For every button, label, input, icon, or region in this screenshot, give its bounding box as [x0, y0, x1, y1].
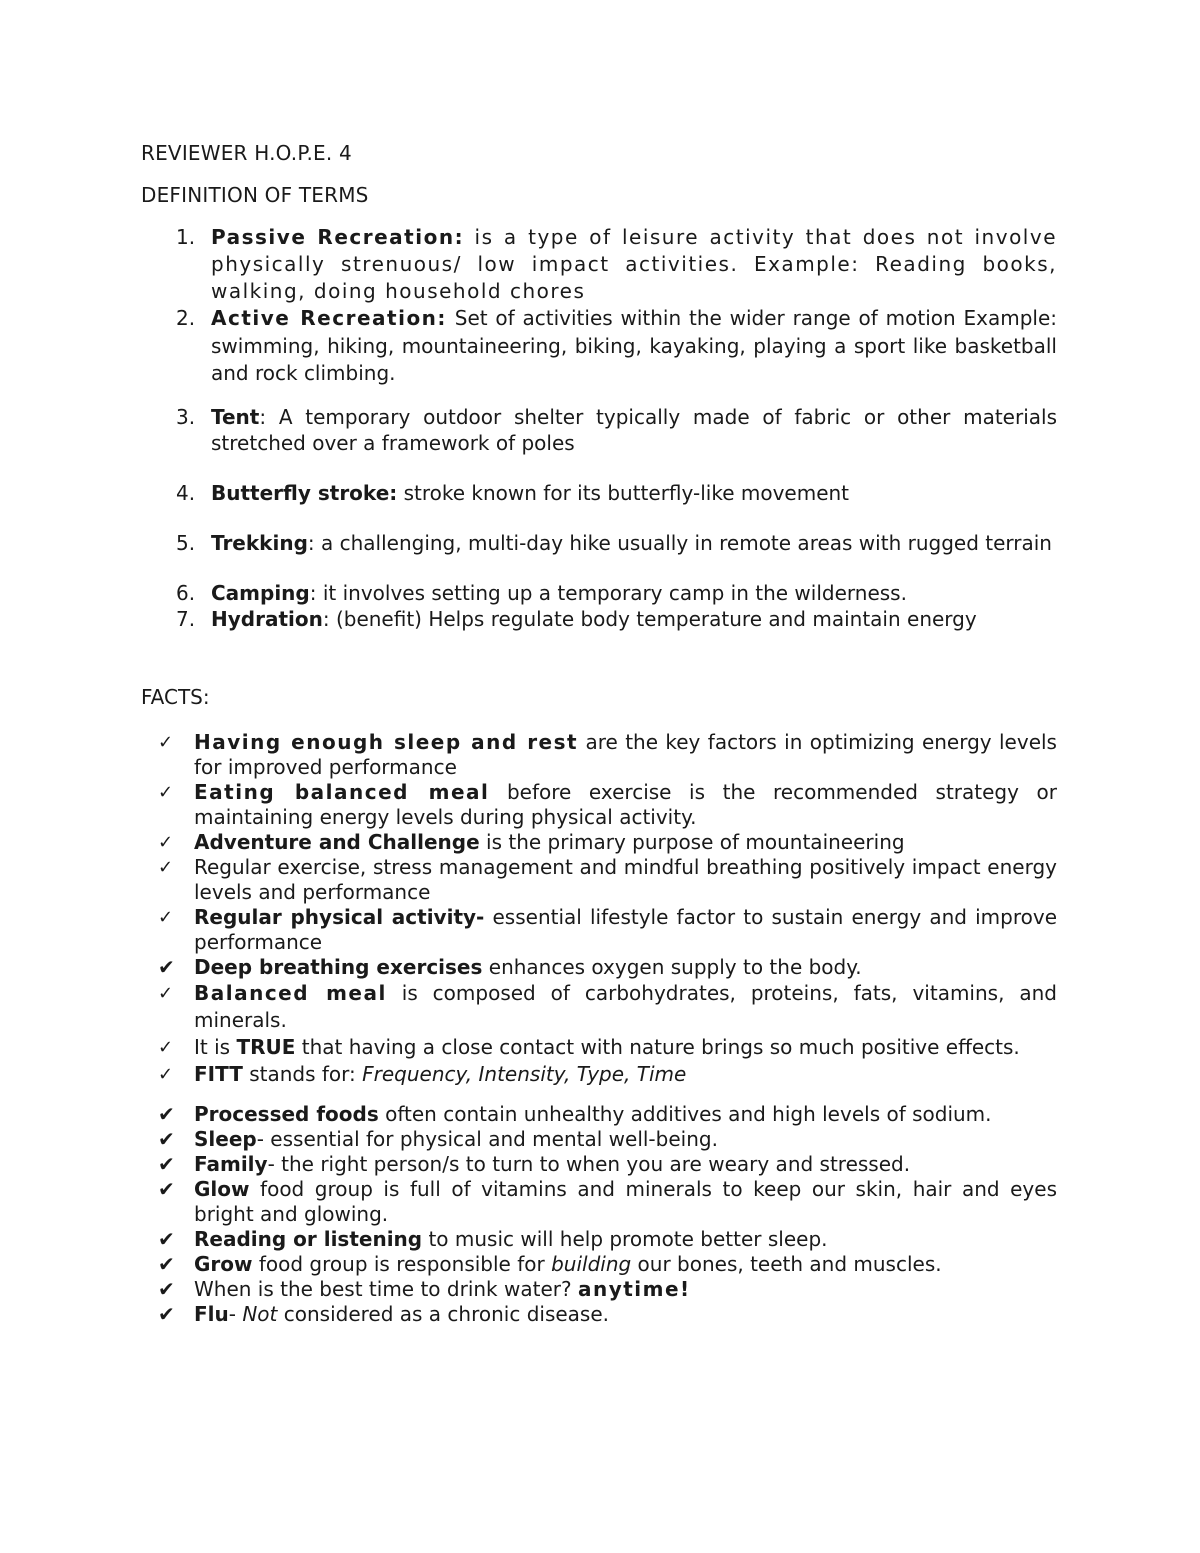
term-name: Hydration: [211, 606, 323, 631]
list-number: 5.: [176, 530, 196, 555]
facts-list: [141, 730, 1057, 1327]
heavy-checkmark-icon: ✔: [158, 1101, 175, 1126]
heavy-checkmark-icon: ✔: [158, 1176, 175, 1201]
checkmark-icon: ✓: [158, 781, 174, 803]
fact-highlight: Adventure and Challenge: [194, 829, 480, 854]
term-name: Camping: [211, 580, 310, 605]
fact-highlight: Processed foods: [194, 1101, 379, 1126]
fact-highlight: Eating balanced meal: [194, 779, 490, 804]
term-name: Butterfly stroke:: [211, 480, 398, 505]
checkmark-icon: ✓: [158, 982, 174, 1004]
heavy-checkmark-icon: ✔: [158, 1226, 175, 1251]
list-number: 4.: [176, 480, 196, 505]
fact-text: Regular exercise, stress management and mindful breathing positively impact energy levels and performance: [194, 854, 1057, 904]
fact-italic: Not: [242, 1301, 278, 1326]
fact-item: [141, 1152, 1057, 1177]
term-definition: stroke known for its butterfly-like movement: [397, 480, 850, 505]
fact-text-suffix: our bones, teeth and muscles.: [631, 1251, 942, 1276]
fact-item: [141, 980, 1057, 1034]
checkmark-icon: ✓: [158, 1036, 174, 1058]
list-number: 7.: [176, 606, 196, 631]
fact-text: is composed of carbohydrates, proteins, fats, vitamins, and minerals.: [194, 980, 1057, 1032]
term-name: Trekking: [211, 530, 308, 555]
fact-highlight: Grow: [194, 1251, 253, 1276]
fact-item: [141, 1127, 1057, 1152]
fact-item: [141, 1227, 1057, 1252]
fact-highlight: anytime!: [577, 1276, 691, 1301]
fact-highlight: TRUE: [236, 1034, 296, 1059]
checkmark-icon: ✓: [158, 856, 174, 878]
fact-item: [141, 1302, 1057, 1327]
term-definition: : a challenging, multi-day hike usually in remote areas with rugged terrain: [307, 530, 1052, 555]
fact-highlight: Balanced meal: [194, 980, 387, 1005]
definition-item: [141, 305, 1057, 388]
fact-text: are the key factors in optimizing energy levels for improved performance: [194, 729, 1057, 779]
fact-italic: building: [551, 1251, 632, 1276]
fact-highlight: Flu: [194, 1301, 229, 1326]
fact-text: is the primary purpose of mountaineering: [479, 829, 905, 854]
definitions-heading: DEFINITION OF TERMS: [141, 183, 369, 207]
fact-text: before exercise is the recommended strategy or maintaining energy levels during physical activity.: [194, 779, 1058, 829]
fact-highlight: Sleep: [194, 1126, 257, 1151]
fact-item: [141, 1034, 1057, 1061]
fact-item: [141, 1177, 1057, 1227]
definitions-list: [141, 224, 1057, 632]
fact-item: [141, 905, 1057, 955]
heavy-checkmark-icon: ✔: [158, 1126, 175, 1151]
fact-highlight: Reading or listening: [194, 1226, 423, 1251]
definition-item: [141, 404, 1057, 456]
fact-text: food group is responsible for: [252, 1251, 552, 1276]
definition-item: [141, 224, 1057, 305]
heavy-checkmark-icon: ✔: [158, 1301, 175, 1326]
fact-text: -: [228, 1301, 243, 1326]
fact-item: [141, 730, 1057, 780]
fact-item: [141, 855, 1057, 905]
fact-highlight: Family: [194, 1151, 268, 1176]
fact-text-prefix: It is: [194, 1034, 237, 1059]
fact-text: - the right person/s to turn to when you are weary and stressed.: [267, 1151, 911, 1176]
fact-highlight: Having enough sleep and rest: [194, 729, 579, 754]
fact-item: [141, 1277, 1057, 1302]
fact-text-prefix: When is the best time to drink water?: [194, 1276, 578, 1301]
term-definition: : (benefit) Helps regulate body temperature and maintain energy: [322, 606, 977, 631]
heavy-checkmark-icon: ✔: [158, 1151, 175, 1176]
checkmark-icon: ✓: [158, 731, 174, 753]
term-name: Passive Recreation:: [211, 225, 465, 249]
term-definition: is a type of leisure activity that does not involve physically strenuous/ low impact activities. Example: Reading books, walking, doing household chores: [211, 225, 1057, 303]
checkmark-icon: ✓: [158, 906, 174, 928]
fact-italic: Frequency, Intensity, Type, Time: [362, 1061, 687, 1086]
fact-item: [141, 955, 1057, 980]
fact-text: to music will help promote better sleep.: [422, 1226, 828, 1251]
list-number: 2.: [176, 306, 196, 330]
fact-item: [141, 830, 1057, 855]
fact-highlight: Deep breathing exercises: [194, 954, 483, 979]
fact-item: [141, 780, 1057, 830]
fact-highlight: FITT: [194, 1061, 243, 1086]
fact-text: that having a close contact with nature brings so much positive effects.: [295, 1034, 1020, 1059]
fact-highlight: Glow: [194, 1176, 250, 1201]
fact-text-suffix: considered as a chronic disease.: [277, 1301, 610, 1326]
term-name: Active Recreation:: [211, 306, 447, 330]
heavy-checkmark-icon: ✔: [158, 1251, 175, 1276]
fact-item: [141, 1252, 1057, 1277]
term-definition: : A temporary outdoor shelter typically made of fabric or other materials stretched over a framework of poles: [211, 404, 1057, 455]
heavy-checkmark-icon: ✔: [158, 1276, 175, 1301]
fact-text: food group is full of vitamins and minerals to keep our skin, hair and eyes bright and glowing.: [194, 1176, 1057, 1226]
term-definition: Set of activities within the wider range of motion Example: swimming, hiking, mountaineering, biking, kayaking, playing a sport like basketball and rock climbing.: [211, 306, 1058, 385]
document-body: [141, 140, 1057, 1327]
fact-text: essential lifestyle factor to sustain energy and improve performance: [194, 904, 1057, 954]
fact-highlight: Regular physical activity-: [194, 904, 485, 929]
list-number: 6.: [176, 580, 196, 605]
definition-item: [141, 480, 1057, 506]
facts-heading: FACTS:: [141, 684, 210, 709]
fact-text: enhances oxygen supply to the body.: [482, 954, 862, 979]
term-name: Tent: [211, 404, 260, 429]
definition-item: [141, 606, 1057, 632]
list-number: 3.: [176, 404, 196, 429]
definition-item: [141, 530, 1057, 556]
definition-item: [141, 580, 1057, 606]
list-number: 1.: [176, 225, 196, 249]
fact-text: often contain unhealthy additives and high levels of sodium.: [378, 1101, 992, 1126]
checkmark-icon: ✓: [158, 1063, 174, 1085]
document-title: REVIEWER H.O.P.E. 4: [141, 141, 352, 165]
fact-item: [141, 1102, 1057, 1127]
fact-item: [141, 1061, 1057, 1088]
checkmark-icon: ✓: [158, 831, 174, 853]
term-definition: : it involves setting up a temporary camp in the wilderness.: [309, 580, 907, 605]
fact-text: stands for:: [242, 1061, 363, 1086]
heavy-checkmark-icon: ✔: [158, 954, 175, 979]
fact-text: - essential for physical and mental well-being.: [256, 1126, 718, 1151]
